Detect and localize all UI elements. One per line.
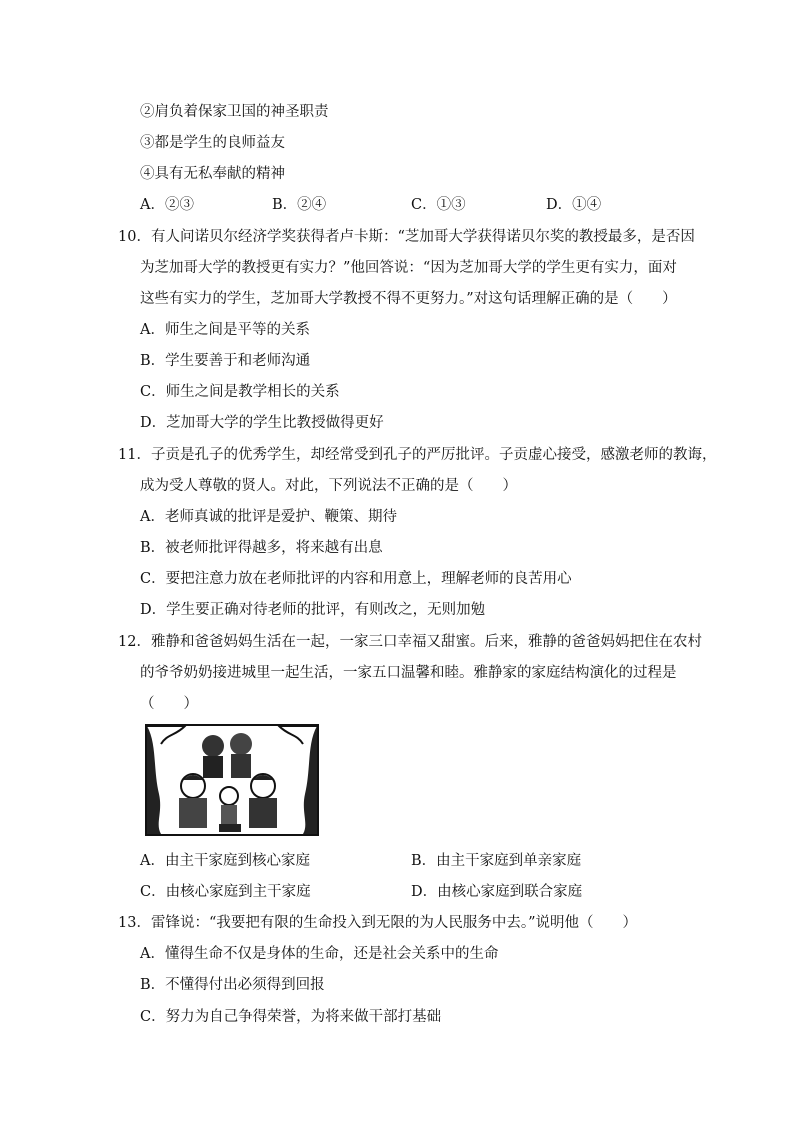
q11-option-b: B．被老师批评得越多，将来越有出息 (140, 540, 383, 556)
q9-option-d: D．①④ (546, 197, 602, 213)
q12-stem-line-1: 12．雅静和爸爸妈妈生活在一起，一家三口幸福又甜蜜。后来，雅静的爸爸妈妈把住在农村 (118, 634, 702, 650)
q10-stem-line-3: 这些有实力的学生，芝加哥大学教授不得不更努力。”对这句话理解正确的是（ ） (140, 291, 677, 307)
q10-option-d: D．芝加哥大学的学生比教授做得更好 (140, 415, 384, 431)
q12-option-c: C．由核心家庭到主干家庭 (140, 884, 311, 900)
q11-option-d: D．学生要正确对待老师的批评，有则改之，无则加勉 (140, 602, 486, 618)
q13-option-c: C．努力为自己争得荣誉，为将来做干部打基础 (140, 1009, 442, 1025)
q9-item-3: ③都是学生的良师益友 (140, 135, 285, 151)
q13-option-b: B．不懂得付出必须得到回报 (140, 977, 325, 993)
q10-stem-line-1: 10．有人问诺贝尔经济学奖获得者卢卡斯：“芝加哥大学获得诺贝尔奖的教授最多，是否因 (118, 229, 695, 245)
q11-option-c: C．要把注意力放在老师批评的内容和用意上，理解老师的良苦用心 (140, 571, 572, 587)
q12-stem-line-3: （ ） (140, 696, 198, 712)
q12-stem-line-2: 的爷爷奶奶接进城里一起生活，一家五口温馨和睦。雅静家的家庭结构演化的过程是 (140, 665, 677, 681)
q11-stem-line-2: 成为受人尊敬的贤人。对此，下列说法不正确的是（ ） (140, 478, 517, 494)
q10-option-b: B．学生要善于和老师沟通 (140, 353, 311, 369)
q11-option-a: A．老师真诚的批评是爱护、鞭策、期待 (140, 509, 397, 525)
q9-option-c: C．①③ (411, 197, 466, 213)
q9-item-2: ②肩负着保家卫国的神圣职责 (140, 104, 329, 120)
q11-stem-line-1: 11．子贡是孔子的优秀学生，却经常受到孔子的严厉批评。子贡虚心接受，感激老师的教诲， (118, 447, 717, 463)
q12-option-b: B．由主干家庭到单亲家庭 (411, 853, 582, 869)
q9-item-4: ④具有无私奉献的精神 (140, 166, 285, 182)
q12-option-a: A．由主干家庭到核心家庭 (140, 853, 310, 869)
q9-option-a: A．②③ (140, 197, 194, 213)
q10-option-a: A．师生之间是平等的关系 (140, 322, 310, 338)
q13-stem-line-1: 13．雷锋说：“我要把有限的生命投入到无限的为人民服务中去。”说明他（ ） (118, 915, 638, 931)
family-illustration (145, 724, 319, 836)
q10-option-c: C．师生之间是教学相长的关系 (140, 384, 340, 400)
q12-option-d: D．由核心家庭到联合家庭 (411, 884, 583, 900)
q13-option-a: A．懂得生命不仅是身体的生命，还是社会关系中的生命 (140, 946, 499, 962)
q9-option-b: B．②④ (272, 197, 327, 213)
q10-stem-line-2: 为芝加哥大学的教授更有实力？”他回答说：“因为芝加哥大学的学生更有实力，面对 (140, 260, 677, 276)
